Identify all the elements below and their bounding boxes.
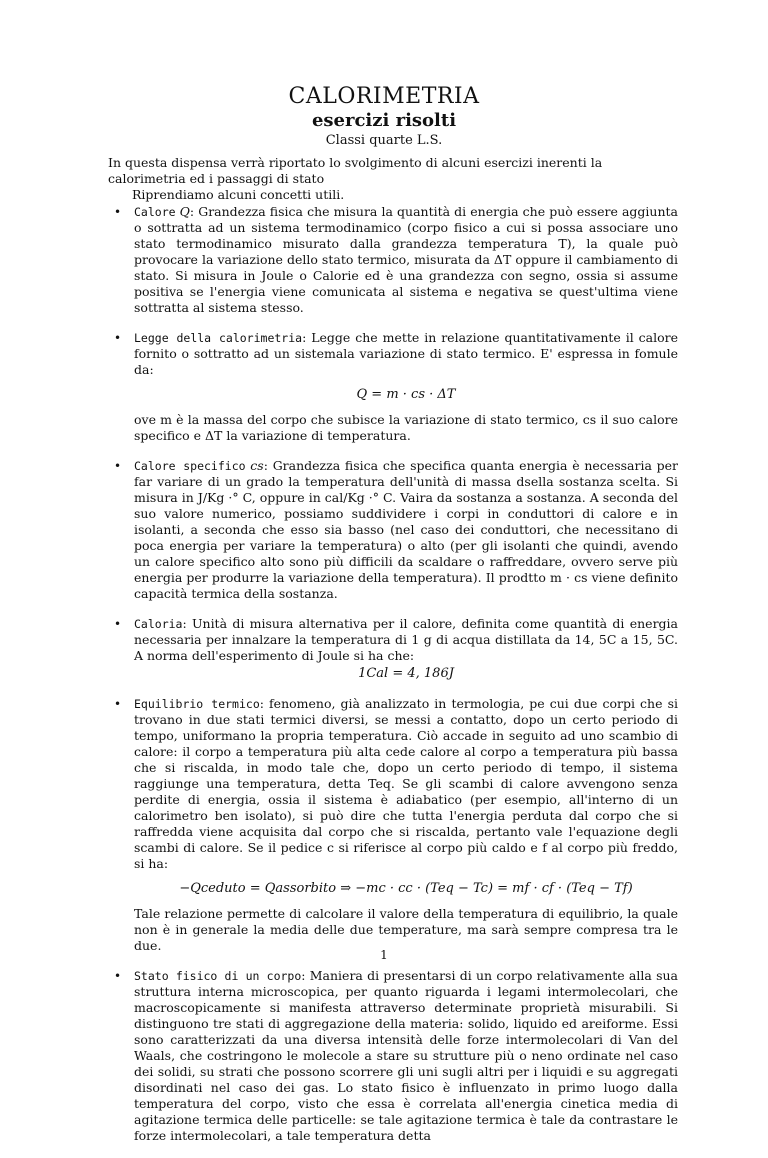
- term-definition: : Maniera di presentarsi di un corpo relativamente alla sua struttura interna microscopica, per quanto riguarda i legami intermolecolari, che macroscopicamente si manifesta attraverso determinate proprietà misurabili. Si distinguono tre stati di aggregazione della materia: solido, liquido ed areiforme. Essi sono caratterizzati da una diversa intensità delle forze intermolecolari di Van del Waals, che costringono le molecole a stare su strutture più o neno ordinate nel caso dei solidi, su strati che possono scorrere gli uni sugli altri per i liquidi e su aggregati disordinati nel caso dei gas. Lo stato fisico è influenzato in primo luogo dalla temperatura del corpo, visto che essa è correlata all'energia cinetica media di agitazione termica delle particelle: se tale agitazione termica è tale da contrastare le forze intermolecolari, a tale temperatura detta: [134, 968, 678, 1143]
- intro-line-1: In questa dispensa verrà riportato lo svolgimento di alcuni esercizi inerenti la calorimetria ed i passaggi di stato: [108, 155, 603, 186]
- document-title: CALORIMETRIA: [288, 84, 480, 109]
- formula: −Qceduto = Qassorbito ⇒ −mc · cc · (Teq − Tc) = mf · cf · (Teq − Tf): [179, 881, 633, 896]
- list-item-legge: [108, 330, 678, 444]
- term-symbol: cs: [245, 458, 264, 473]
- term-definition: : fenomeno, già analizzato in termologia, pe cui due corpi che si trovano in due stati termici diversi, se messi a contatto, dopo un certo periodo di tempo, uniformano la propria temperatura. Ciò accade in seguito ad uno scambio di calore: il corpo a temperatura più alta cede calore al corpo a temperatura più bassa che si riscalda, in modo tale che, dopo un certo periodo di tempo, il sistema raggiunge una temperatura, detta Teq. Se gli scambi di calore avvengono senza perdite di energia, ossia il sistema è adiabatico (per esempio, all'interno di un calorimetro ben isolato), si può dire che tutta l'energia perduta dal corpo che si raffredda viene acquisita dal corpo che si riscalda, pertanto vale l'equazione degli scambi di calore. Se il pedice c si riferisce al corpo più caldo e f al corpo più freddo, si ha:: [134, 696, 678, 871]
- bullet-icon: •: [114, 331, 122, 345]
- term-label: Stato fisico di un corpo: [134, 969, 302, 983]
- bullet-icon: •: [114, 459, 122, 473]
- list-item-text: [134, 330, 678, 378]
- term-label: Calore: [134, 205, 176, 219]
- document-subtitle: esercizi risolti: [311, 110, 457, 131]
- term-definition: : Unità di misura alternativa per il calore, definita come quantità di energia necessaria per innalzare la temperatura di 1 g di acqua distillata da 14, 5C a 15, 5C. A norma dell'esperimento di Joule si ha che:: [134, 616, 678, 663]
- list-item-caloria: [108, 616, 678, 682]
- list-item-text: [134, 616, 678, 664]
- term-label: Calore specifico: [134, 459, 246, 473]
- list-item-text: [134, 968, 678, 1144]
- list-item-text: [134, 204, 678, 316]
- bullet-icon: •: [114, 617, 122, 631]
- term-label: Caloria: [134, 617, 183, 631]
- bullet-icon: •: [114, 969, 122, 983]
- list-item-text: [134, 458, 678, 602]
- formula-explanation: Tale relazione permette di calcolare il valore della temperatura di equilibrio, la quale non è in generale la media delle due temperature, ma sarà sempre compresa tra le due.: [134, 906, 678, 953]
- intro-paragraph: [108, 155, 678, 203]
- formula: Q = m · cs · ΔT: [356, 387, 456, 402]
- term-label: Legge della calorimetria: [134, 331, 303, 345]
- bullet-icon: •: [114, 697, 122, 711]
- concept-list: [108, 204, 678, 1158]
- bullet-icon: •: [114, 205, 122, 219]
- term-symbol: Q: [175, 204, 190, 219]
- term-definition: : Grandezza fisica che misura la quantità di energia che può essere aggiunta o sottratta ad un sistema termodinamico (corpo fisico a cui si possa associare uno stato termodinamico misurato dalla grandezza temperatura T), la quale può provocare la variazione dello stato termico, misurata da ΔT oppure il cambiamento di stato. Si misura in Joule o Calorie ed è una grandezza con segno, ossia si assume positiva se l'energia viene comunicata al sistema e negativa se quest'ultima viene sottratta al sistema stesso.: [134, 204, 678, 315]
- list-item-equilibrio: [108, 696, 678, 954]
- list-item-calore: [108, 204, 678, 316]
- term-definition: : Legge che mette in relazione quantitativamente il calore fornito o sottratto ad un sistemala variazione di stato termico. E' espressa in fomule da:: [134, 330, 679, 377]
- list-item-text: [134, 696, 678, 872]
- document-classes: Classi quarte L.S.: [325, 133, 443, 148]
- list-item-stato-fisico: [108, 968, 678, 1144]
- page-number: 1: [380, 948, 388, 962]
- term-label: Equilibrio termico: [134, 697, 260, 711]
- list-item-calore-specifico: [108, 458, 678, 602]
- formula: 1Cal = 4, 186J: [358, 666, 454, 681]
- intro-line-2: Riprendiamo alcuni concetti utili.: [132, 187, 345, 202]
- formula-explanation: ove m è la massa del corpo che subisce la variazione di stato termico, cs il suo calore specifico e ΔT la variazione di temperatura.: [134, 412, 678, 443]
- term-definition: : Grandezza fisica che specifica quanta energia è necessaria per far variare di un grado la temperatura dell'unità di massa dsella sostanza scelta. Si misura in J/Kg ·° C, oppure in cal/Kg ·° C. Vaira da sostanza a sostanza. A seconda del suo valore numerico, possiamo suddividere i corpi in conduttori di calore e in isolanti, a seconda che esso sia basso (nel caso dei conduttori, che necessitano di poca energia per variare la temperatura) o alto (per gli isolanti che quindi, avendo un calore specifico alto sono più difficili da scaldare o raffreddare, ovvero serve più energia per produrre la variazione della temperatura). Il prodtto m · cs viene definito capacità termica della sostanza.: [134, 458, 679, 601]
